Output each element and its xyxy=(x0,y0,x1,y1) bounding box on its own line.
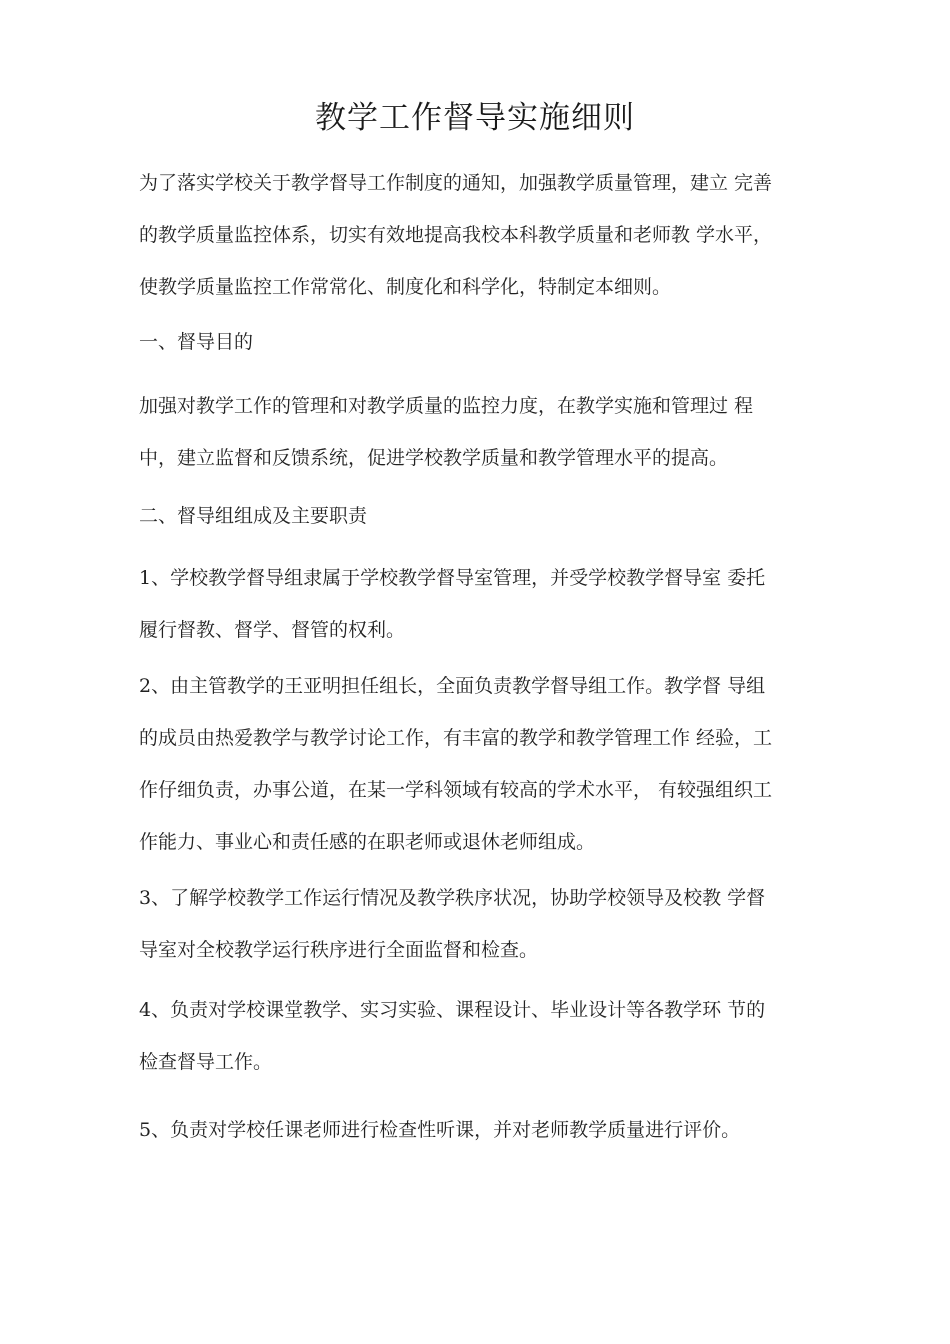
duty-item-3 xyxy=(139,872,819,976)
duty-item-5 xyxy=(139,1104,819,1156)
duty-line: 作仔细负责，办事公道，在某一学科领域有较高的学术水平， 有较强组织工 xyxy=(139,779,773,801)
duty-line: 3、了解学校教学工作运行情况及教学秩序状况，协助学校领导及校教 学督 xyxy=(139,887,766,909)
duty-line: 履行督教、督学、督管的权利。 xyxy=(139,619,406,641)
intro-line: 使教学质量监控工作常常化、制度化和科学化，特制定本细则。 xyxy=(139,276,672,298)
intro-paragraph xyxy=(139,157,819,313)
duty-item-2 xyxy=(139,660,819,868)
duty-line: 2、由主管教学的王亚明担任组长，全面负责教学督导组工作。教学督 导组 xyxy=(139,675,766,697)
duty-line: 作能力、事业心和责任感的在职老师或退休老师组成。 xyxy=(139,831,596,853)
purpose-line: 中，建立监督和反馈系统，促进学校教学质量和教学管理水平的提高。 xyxy=(139,447,729,469)
duty-line: 1、学校教学督导组隶属于学校教学督导室管理，并受学校教学督导室 委托 xyxy=(139,567,766,589)
purpose-line: 加强对教学工作的管理和对教学质量的监控力度，在教学实施和管理过 程 xyxy=(139,395,754,417)
purpose-paragraph xyxy=(139,380,819,484)
section-heading-organization: 二、督导组组成及主要职责 xyxy=(139,505,368,527)
section-heading-purpose: 一、督导目的 xyxy=(139,331,254,353)
duty-line: 4、负责对学校课堂教学、实习实验、课程设计、毕业设计等各教学环 节的 xyxy=(139,999,766,1021)
duty-line: 5、负责对学校任课老师进行检查性听课，并对老师教学质量进行评价。 xyxy=(139,1119,741,1141)
duty-item-4 xyxy=(139,984,819,1088)
intro-line: 为了落实学校关于教学督导工作制度的通知，加强教学质量管理，建立 完善 xyxy=(139,172,773,194)
intro-line: 的教学质量监控体系，切实有效地提高我校本科教学质量和老师教 学水平， xyxy=(139,224,773,246)
duty-line: 检查督导工作。 xyxy=(139,1051,273,1073)
duty-item-1 xyxy=(139,552,819,656)
duty-line: 导室对全校教学运行秩序进行全面监督和检查。 xyxy=(139,939,539,961)
duty-line: 的成员由热爱教学与教学讨论工作，有丰富的教学和教学管理工作 经验，工 xyxy=(139,727,773,749)
document-title: 教学工作督导实施细则 xyxy=(315,100,635,136)
